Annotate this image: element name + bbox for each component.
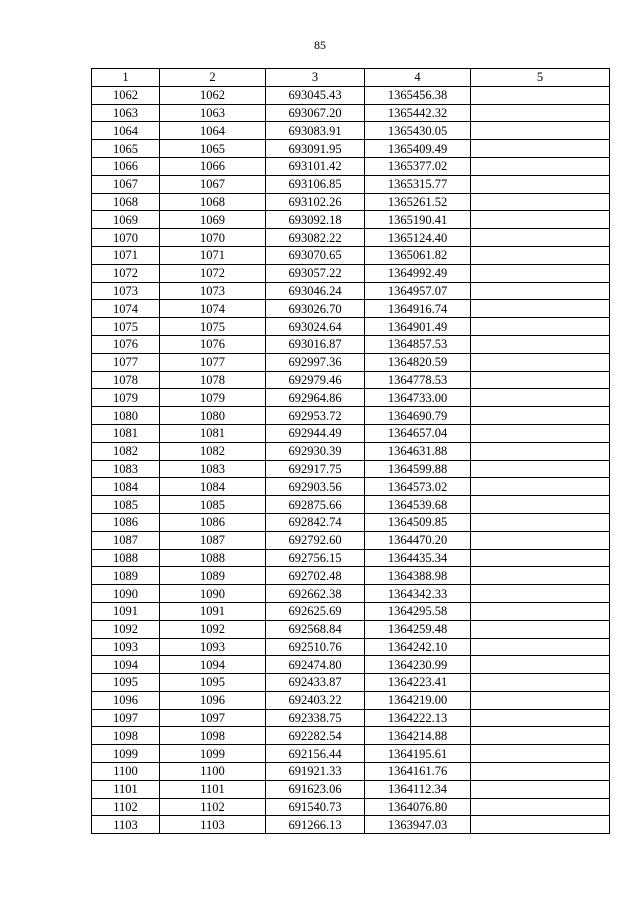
table-cell: 1092 xyxy=(92,620,160,638)
table-cell: 1091 xyxy=(160,602,266,620)
table-cell xyxy=(471,674,610,692)
table-cell: 1103 xyxy=(92,816,160,834)
table-cell: 1071 xyxy=(160,246,266,264)
table-cell: 1364916.74 xyxy=(365,300,471,318)
table-cell xyxy=(471,211,610,229)
table-cell: 693102.26 xyxy=(266,193,365,211)
table-row xyxy=(92,816,610,834)
table-row xyxy=(92,496,610,514)
table-cell: 1364112.34 xyxy=(365,780,471,798)
table-cell: 1364778.53 xyxy=(365,371,471,389)
table-row xyxy=(92,407,610,425)
table-cell: 1365377.02 xyxy=(365,157,471,175)
table-cell: 692953.72 xyxy=(266,407,365,425)
table-cell: 693083.91 xyxy=(266,122,365,140)
table-cell xyxy=(471,763,610,781)
table-cell: 1064 xyxy=(160,122,266,140)
table-cell: 1074 xyxy=(160,300,266,318)
table-cell: 692510.76 xyxy=(266,638,365,656)
table-cell: 1364214.88 xyxy=(365,727,471,745)
table-cell: 1065 xyxy=(160,140,266,158)
table-cell: 1102 xyxy=(92,798,160,816)
table-cell: 1078 xyxy=(92,371,160,389)
table-cell: 1071 xyxy=(92,246,160,264)
table-row xyxy=(92,745,610,763)
table-cell: 1080 xyxy=(160,407,266,425)
table-row xyxy=(92,674,610,692)
table-cell xyxy=(471,157,610,175)
table-cell: 693101.42 xyxy=(266,157,365,175)
table-cell: 692917.75 xyxy=(266,460,365,478)
table-cell: 693091.95 xyxy=(266,140,365,158)
table-cell: 693016.87 xyxy=(266,335,365,353)
table-cell: 1075 xyxy=(92,318,160,336)
table-cell: 693082.22 xyxy=(266,229,365,247)
table-cell: 693067.20 xyxy=(266,104,365,122)
table-cell: 1089 xyxy=(160,567,266,585)
table-cell: 1364733.00 xyxy=(365,389,471,407)
table-row xyxy=(92,709,610,727)
column-header: 3 xyxy=(266,69,365,87)
table-cell: 693046.24 xyxy=(266,282,365,300)
table-cell: 692979.46 xyxy=(266,371,365,389)
table-cell: 1077 xyxy=(92,353,160,371)
table-cell: 1070 xyxy=(160,229,266,247)
table-cell xyxy=(471,549,610,567)
table-cell: 1095 xyxy=(160,674,266,692)
table-cell xyxy=(471,709,610,727)
table-cell: 1103 xyxy=(160,816,266,834)
table-cell xyxy=(471,389,610,407)
table-cell: 1090 xyxy=(92,585,160,603)
table-cell: 1081 xyxy=(160,424,266,442)
table-row xyxy=(92,424,610,442)
table-row xyxy=(92,193,610,211)
table-row xyxy=(92,282,610,300)
table-cell: 1087 xyxy=(160,531,266,549)
table-cell: 1088 xyxy=(160,549,266,567)
table-cell: 1080 xyxy=(92,407,160,425)
table-cell: 1066 xyxy=(160,157,266,175)
table-cell: 1085 xyxy=(160,496,266,514)
table-cell: 1365261.52 xyxy=(365,193,471,211)
table-cell: 1088 xyxy=(92,549,160,567)
table-cell: 1364599.88 xyxy=(365,460,471,478)
table-cell xyxy=(471,335,610,353)
table-cell: 692875.66 xyxy=(266,496,365,514)
table-row xyxy=(92,531,610,549)
table-cell: 1097 xyxy=(160,709,266,727)
table-cell xyxy=(471,442,610,460)
table-cell: 1364657.04 xyxy=(365,424,471,442)
table-cell: 692903.56 xyxy=(266,478,365,496)
table-cell: 693057.22 xyxy=(266,264,365,282)
table-row xyxy=(92,229,610,247)
table-cell xyxy=(471,460,610,478)
table-cell: 1076 xyxy=(92,335,160,353)
table-cell: 1081 xyxy=(92,424,160,442)
table-cell: 1094 xyxy=(92,656,160,674)
table-cell: 1364573.02 xyxy=(365,478,471,496)
table-cell: 1064 xyxy=(92,122,160,140)
table-cell xyxy=(471,424,610,442)
table-cell xyxy=(471,104,610,122)
table-cell xyxy=(471,638,610,656)
table-row xyxy=(92,478,610,496)
table-cell: 1365456.38 xyxy=(365,86,471,104)
table-cell: 1364470.20 xyxy=(365,531,471,549)
table-row xyxy=(92,763,610,781)
table-cell xyxy=(471,745,610,763)
table-cell: 1364388.98 xyxy=(365,567,471,585)
table-row xyxy=(92,442,610,460)
table-row xyxy=(92,175,610,193)
table-cell: 1365190.41 xyxy=(365,211,471,229)
table-cell: 1101 xyxy=(160,780,266,798)
table-cell: 1093 xyxy=(92,638,160,656)
table-cell xyxy=(471,264,610,282)
table-row xyxy=(92,602,610,620)
table-cell: 1100 xyxy=(160,763,266,781)
table-row xyxy=(92,780,610,798)
table-cell: 1365442.32 xyxy=(365,104,471,122)
table-cell xyxy=(471,816,610,834)
table-cell: 1364435.34 xyxy=(365,549,471,567)
table-cell: 1102 xyxy=(160,798,266,816)
table-row xyxy=(92,513,610,531)
table-row xyxy=(92,122,610,140)
table-row xyxy=(92,371,610,389)
table-cell: 1072 xyxy=(92,264,160,282)
table-cell: 1094 xyxy=(160,656,266,674)
table-row xyxy=(92,727,610,745)
table-cell: 1087 xyxy=(92,531,160,549)
table-cell: 1063 xyxy=(92,104,160,122)
table-cell: 1072 xyxy=(160,264,266,282)
table-cell: 1365409.49 xyxy=(365,140,471,158)
table-row xyxy=(92,104,610,122)
table-cell: 692433.87 xyxy=(266,674,365,692)
table-cell: 1364076.80 xyxy=(365,798,471,816)
table-cell: 692474.80 xyxy=(266,656,365,674)
table-cell: 691623.06 xyxy=(266,780,365,798)
table-cell: 1083 xyxy=(92,460,160,478)
table-cell: 1070 xyxy=(92,229,160,247)
table-cell: 1365061.82 xyxy=(365,246,471,264)
table-cell: 692156.44 xyxy=(266,745,365,763)
table-cell: 1096 xyxy=(160,691,266,709)
table-cell: 1079 xyxy=(92,389,160,407)
table-row xyxy=(92,246,610,264)
table-cell xyxy=(471,140,610,158)
table-cell xyxy=(471,691,610,709)
table-cell: 1364161.76 xyxy=(365,763,471,781)
table-cell: 1075 xyxy=(160,318,266,336)
table-cell: 1098 xyxy=(160,727,266,745)
table-cell: 1364223.41 xyxy=(365,674,471,692)
table-row xyxy=(92,691,610,709)
table-cell: 1364509.85 xyxy=(365,513,471,531)
column-header: 2 xyxy=(160,69,266,87)
table-cell xyxy=(471,780,610,798)
table-cell: 1068 xyxy=(160,193,266,211)
table-cell: 692568.84 xyxy=(266,620,365,638)
table-cell xyxy=(471,602,610,620)
table-cell: 1097 xyxy=(92,709,160,727)
table-row xyxy=(92,140,610,158)
table-cell: 1093 xyxy=(160,638,266,656)
table-cell: 693026.70 xyxy=(266,300,365,318)
table-row xyxy=(92,798,610,816)
table-cell: 1364690.79 xyxy=(365,407,471,425)
table-cell: 1084 xyxy=(160,478,266,496)
table-cell: 1364219.00 xyxy=(365,691,471,709)
table-cell xyxy=(471,513,610,531)
table-cell: 692944.49 xyxy=(266,424,365,442)
table-body xyxy=(92,86,610,833)
table-row xyxy=(92,318,610,336)
table-cell: 1364295.58 xyxy=(365,602,471,620)
table-cell xyxy=(471,86,610,104)
table-cell: 1090 xyxy=(160,585,266,603)
table-cell xyxy=(471,229,610,247)
table-cell xyxy=(471,318,610,336)
table-row xyxy=(92,549,610,567)
table-cell: 693070.65 xyxy=(266,246,365,264)
table-cell: 1363947.03 xyxy=(365,816,471,834)
table-cell: 1079 xyxy=(160,389,266,407)
table-cell: 693106.85 xyxy=(266,175,365,193)
table-cell: 692702.48 xyxy=(266,567,365,585)
table-cell xyxy=(471,531,610,549)
coordinates-table xyxy=(91,68,610,834)
table-cell: 692930.39 xyxy=(266,442,365,460)
table-cell: 1095 xyxy=(92,674,160,692)
table-cell: 1086 xyxy=(160,513,266,531)
table-cell: 1364242.10 xyxy=(365,638,471,656)
table-cell: 692756.15 xyxy=(266,549,365,567)
table-cell xyxy=(471,496,610,514)
table-cell: 1067 xyxy=(160,175,266,193)
table-cell: 1086 xyxy=(92,513,160,531)
table-cell xyxy=(471,585,610,603)
column-header: 5 xyxy=(471,69,610,87)
table-cell: 1089 xyxy=(92,567,160,585)
table-cell xyxy=(471,246,610,264)
table-cell: 1364259.48 xyxy=(365,620,471,638)
table-cell: 692792.60 xyxy=(266,531,365,549)
table-cell: 1364195.61 xyxy=(365,745,471,763)
table-cell xyxy=(471,798,610,816)
table-cell: 1082 xyxy=(160,442,266,460)
table-cell: 693045.43 xyxy=(266,86,365,104)
table-cell: 1067 xyxy=(92,175,160,193)
table-cell: 1364992.49 xyxy=(365,264,471,282)
table-cell xyxy=(471,193,610,211)
table-cell: 1098 xyxy=(92,727,160,745)
table-row xyxy=(92,656,610,674)
table-cell: 1364820.59 xyxy=(365,353,471,371)
table-cell: 1365430.05 xyxy=(365,122,471,140)
table-cell: 692282.54 xyxy=(266,727,365,745)
table-cell: 1364539.68 xyxy=(365,496,471,514)
table-cell: 1065 xyxy=(92,140,160,158)
table-row xyxy=(92,353,610,371)
table-cell: 692625.69 xyxy=(266,602,365,620)
table-cell: 1082 xyxy=(92,442,160,460)
table-cell: 1062 xyxy=(160,86,266,104)
table-cell: 1100 xyxy=(92,763,160,781)
table-cell: 1099 xyxy=(160,745,266,763)
table-cell: 691540.73 xyxy=(266,798,365,816)
table-cell: 1092 xyxy=(160,620,266,638)
table-row xyxy=(92,211,610,229)
table-cell: 1062 xyxy=(92,86,160,104)
table-cell: 1364230.99 xyxy=(365,656,471,674)
table-cell: 1365315.77 xyxy=(365,175,471,193)
table-cell: 1364222.13 xyxy=(365,709,471,727)
table-cell: 1076 xyxy=(160,335,266,353)
table-cell xyxy=(471,478,610,496)
table-cell: 692662.38 xyxy=(266,585,365,603)
table-cell: 1077 xyxy=(160,353,266,371)
table-cell xyxy=(471,620,610,638)
table-row xyxy=(92,567,610,585)
table-cell: 1066 xyxy=(92,157,160,175)
table-cell: 691266.13 xyxy=(266,816,365,834)
table-cell: 1084 xyxy=(92,478,160,496)
table-row xyxy=(92,335,610,353)
table-cell: 691921.33 xyxy=(266,763,365,781)
table-cell: 1364957.07 xyxy=(365,282,471,300)
column-header: 4 xyxy=(365,69,471,87)
table-cell: 692964.86 xyxy=(266,389,365,407)
table-cell: 1099 xyxy=(92,745,160,763)
column-header: 1 xyxy=(92,69,160,87)
table-cell: 692997.36 xyxy=(266,353,365,371)
table-row xyxy=(92,300,610,318)
table-cell: 1069 xyxy=(160,211,266,229)
table-cell: 1073 xyxy=(92,282,160,300)
table-cell xyxy=(471,353,610,371)
table-cell xyxy=(471,175,610,193)
table-row xyxy=(92,389,610,407)
table-row xyxy=(92,264,610,282)
table-cell: 1085 xyxy=(92,496,160,514)
table-cell: 1073 xyxy=(160,282,266,300)
page-number: 85 xyxy=(314,38,326,52)
table-row xyxy=(92,585,610,603)
table-cell xyxy=(471,407,610,425)
table-row xyxy=(92,86,610,104)
table-cell: 1364631.88 xyxy=(365,442,471,460)
table-cell xyxy=(471,300,610,318)
table-cell: 1083 xyxy=(160,460,266,478)
table-row xyxy=(92,620,610,638)
table-cell: 692842.74 xyxy=(266,513,365,531)
table-row xyxy=(92,460,610,478)
table-cell: 1068 xyxy=(92,193,160,211)
table-cell: 1364342.33 xyxy=(365,585,471,603)
table-cell: 1364857.53 xyxy=(365,335,471,353)
table-cell xyxy=(471,282,610,300)
header-row xyxy=(92,69,610,87)
table-row xyxy=(92,157,610,175)
table-cell: 1063 xyxy=(160,104,266,122)
table-cell xyxy=(471,656,610,674)
table-cell: 693092.18 xyxy=(266,211,365,229)
table-cell: 693024.64 xyxy=(266,318,365,336)
table-cell: 1078 xyxy=(160,371,266,389)
table-cell: 692403.22 xyxy=(266,691,365,709)
table-cell: 692338.75 xyxy=(266,709,365,727)
table-cell: 1074 xyxy=(92,300,160,318)
table-cell xyxy=(471,371,610,389)
table-cell xyxy=(471,567,610,585)
table-cell: 1069 xyxy=(92,211,160,229)
table-cell: 1365124.40 xyxy=(365,229,471,247)
table-cell xyxy=(471,727,610,745)
table-cell: 1096 xyxy=(92,691,160,709)
table-cell xyxy=(471,122,610,140)
table-cell: 1091 xyxy=(92,602,160,620)
table-row xyxy=(92,638,610,656)
table-cell: 1364901.49 xyxy=(365,318,471,336)
table-cell: 1101 xyxy=(92,780,160,798)
